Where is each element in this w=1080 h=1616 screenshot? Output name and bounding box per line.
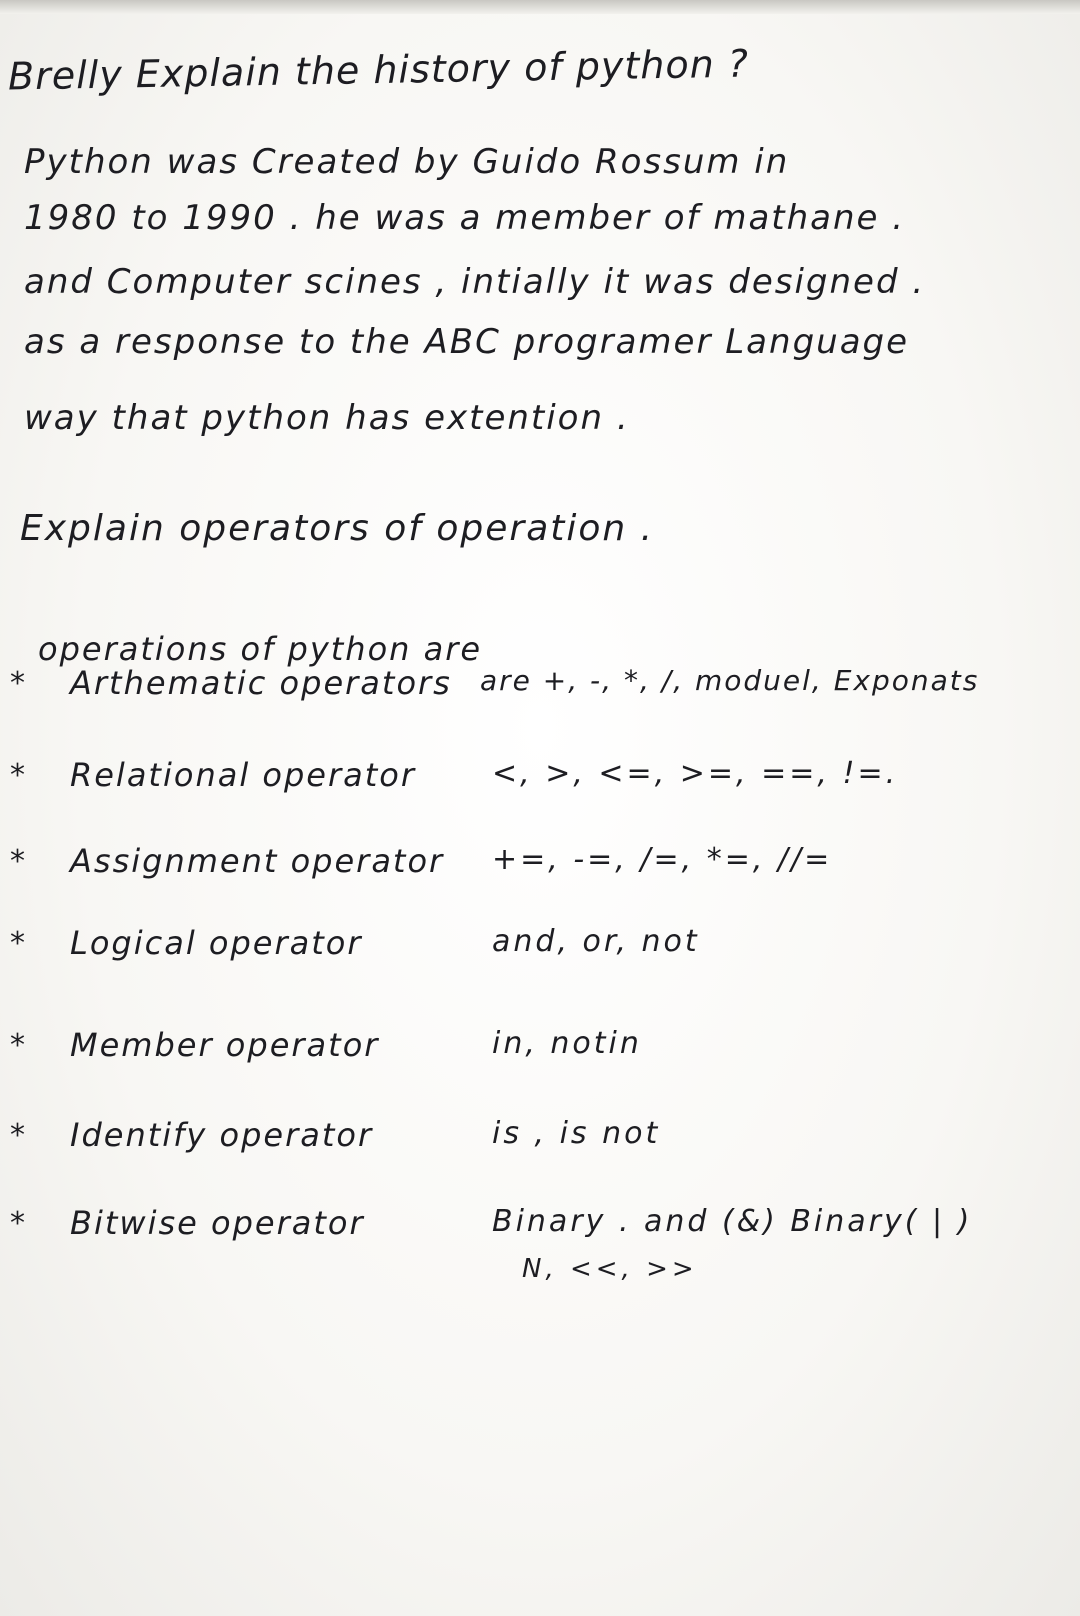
operator-row-arithmetic: [0, 660, 1080, 720]
bullet-star: *: [10, 1118, 25, 1153]
history-line-4: as a response to the ABC programer Language: [24, 322, 910, 362]
bullet-star: *: [10, 844, 25, 879]
operator-row-logical: [0, 920, 1080, 980]
operator-values: in, notin: [492, 1026, 642, 1061]
operator-row-relational: [0, 752, 1080, 812]
operator-values: Binary . and (&) Binary( | ): [492, 1204, 973, 1239]
operator-name: Bitwise operator: [70, 1204, 365, 1242]
operator-row-member: [0, 1022, 1080, 1082]
operator-name: Arthematic operators: [70, 664, 452, 702]
operator-row-assignment: [0, 838, 1080, 898]
operator-values: +=, -=, /=, *=, //=: [492, 842, 833, 877]
operator-row-bitwise: [0, 1200, 1080, 1284]
operator-name: Relational operator: [70, 756, 417, 794]
history-heading: Brelly Explain the history of python ?: [7, 41, 750, 99]
operators-heading: Explain operators of operation .: [20, 508, 655, 549]
operator-values-line-2: N, <<, >>: [522, 1254, 698, 1284]
history-line-3: and Computer scines , intially it was designed .: [24, 262, 926, 302]
page-top-edge: [0, 0, 1080, 14]
operator-row-identity: [0, 1112, 1080, 1172]
operator-values: is , is not: [492, 1116, 661, 1151]
operators-intro: operations of python are: [38, 630, 483, 668]
operator-name: Logical operator: [70, 924, 363, 962]
bullet-star: *: [10, 666, 25, 701]
bullet-star: *: [10, 1206, 25, 1241]
operator-values: <, >, <=, >=, ==, !=.: [492, 756, 899, 791]
bullet-star: *: [10, 758, 25, 793]
operator-name: Identify operator: [70, 1116, 374, 1154]
history-line-1: Python was Created by Guido Rossum in: [24, 142, 790, 182]
bullet-star: *: [10, 1028, 25, 1063]
operator-name: Assignment operator: [70, 842, 445, 880]
history-line-5: way that python has extention .: [24, 398, 630, 438]
history-line-2: 1980 to 1990 . he was a member of mathane .: [24, 198, 906, 238]
operator-name: Member operator: [70, 1026, 380, 1064]
bullet-star: *: [10, 926, 25, 961]
operator-values: are +, -, *, /, moduel, Exponats: [480, 664, 980, 697]
operator-values: and, or, not: [492, 924, 700, 959]
